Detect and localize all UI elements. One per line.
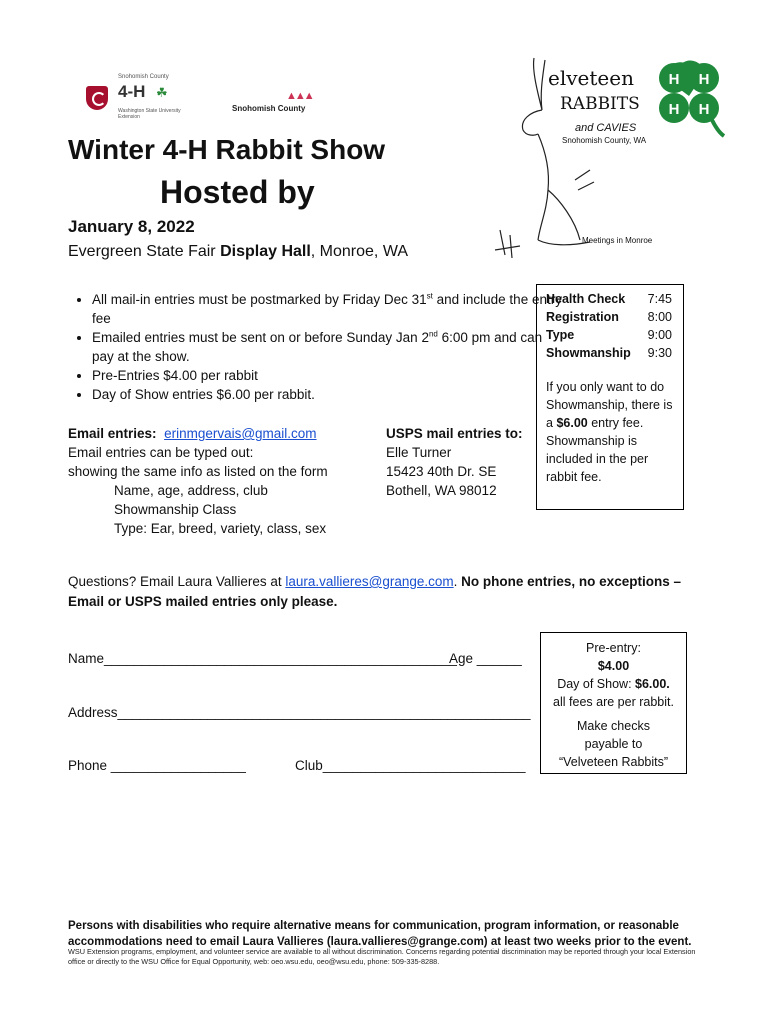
email-field-list: Name, age, address, club bbox=[114, 483, 268, 498]
snohomish-county-logo bbox=[232, 90, 318, 116]
fees-note: all fees are per rabbit. bbox=[553, 695, 674, 709]
event-venue: Evergreen State Fair Display Hall, Monroe, WA bbox=[68, 243, 408, 260]
fees-box bbox=[540, 632, 687, 774]
questions-email-link[interactable]: laura.vallieres@grange.com bbox=[285, 574, 454, 589]
usps-city: Bothell, WA 98012 bbox=[386, 483, 497, 498]
event-date: January 8, 2022 bbox=[68, 217, 195, 236]
wsu-university-text: Washington State University Extension bbox=[118, 108, 181, 120]
showmanship-note: If you only want to do Showmanship, there is a $6.00 entry fee. Showmanship is included in the per rabbit fee. bbox=[546, 380, 673, 484]
clover-icon: ☘ bbox=[156, 85, 168, 100]
wsu-shield-icon bbox=[86, 86, 108, 110]
email-entries-label: Email entries: bbox=[68, 426, 157, 441]
list-item: • All mail-in entries must be postmarked by Friday Dec 31st and include the entry fee bbox=[92, 290, 562, 328]
list-item: • Emailed entries must be sent on or before Sunday Jan 2nd 6:00 pm and can pay at the show. bbox=[92, 328, 562, 366]
phone-field[interactable]: Phone __________________ bbox=[68, 758, 246, 773]
email-entries-section bbox=[68, 424, 368, 538]
usps-name: Elle Turner bbox=[386, 445, 452, 460]
entry-rules-list bbox=[68, 290, 562, 404]
schedule-box bbox=[536, 284, 684, 510]
address-field[interactable]: Address_______________________________________________________ bbox=[68, 705, 531, 720]
day-of-show-fee: Day of Show: $6.00. bbox=[557, 677, 670, 691]
schedule-row: Showmanship 9:30 bbox=[546, 346, 672, 360]
name-field[interactable]: Name_______________________________________________ bbox=[68, 651, 457, 666]
email-field-list: Showmanship Class bbox=[114, 502, 237, 517]
schedule-row: Type 9:00 bbox=[546, 328, 672, 342]
usps-section bbox=[386, 424, 536, 500]
svg-text:H: H bbox=[698, 71, 710, 88]
wsu-county-text: Snohomish County bbox=[118, 74, 169, 80]
mountain-icon: ▲▲▲ bbox=[286, 90, 313, 102]
velveteen-logo-cavies: and CAVIES bbox=[575, 122, 637, 134]
email-instructions: showing the same info as listed on the form bbox=[68, 464, 328, 479]
wsu-4h-logo bbox=[86, 74, 206, 126]
velveteen-logo-county: Snohomish County, WA bbox=[562, 136, 647, 145]
velveteen-logo-rabbits: RABBITS bbox=[560, 94, 640, 114]
pre-entry-label: Pre-entry: bbox=[586, 641, 641, 655]
page-title-hosted: Hosted by bbox=[160, 174, 315, 210]
list-item: • Pre-Entries $4.00 per rabbit bbox=[92, 366, 562, 385]
pre-entry-value: $4.00 bbox=[597, 659, 630, 673]
accessibility-notice: Persons with disabilities who require alternative means for communication, program information, or reasonable accommodations need to email Laura Vallieres (laura.vallieres@grange.com) at least two weeks prior to the event. bbox=[68, 920, 692, 948]
page-title: Winter 4-H Rabbit Show bbox=[68, 134, 386, 165]
age-field[interactable]: Age ______ bbox=[449, 651, 522, 666]
usps-label: USPS mail entries to: bbox=[386, 426, 523, 441]
velveteen-logo-title: elveteen bbox=[548, 66, 634, 90]
svg-text:H: H bbox=[668, 101, 680, 118]
schedule-row: Health Check 7:45 bbox=[546, 292, 672, 306]
four-h-clover-icon bbox=[650, 56, 728, 140]
email-link[interactable]: erinmgervais@gmail.com bbox=[164, 426, 317, 441]
svg-text:H: H bbox=[698, 101, 710, 118]
email-instructions: Email entries can be typed out: bbox=[68, 445, 254, 460]
checks-payable: Make checks payable to “Velveteen Rabbits” bbox=[558, 719, 669, 769]
email-field-list: Type: Ear, breed, variety, class, sex bbox=[114, 521, 327, 536]
questions-paragraph: Questions? Email Laura Vallieres at laura.vallieres@grange.com. No phone entries, no exceptions – Email or USPS mailed entries only please. bbox=[68, 574, 681, 609]
schedule-row: Registration 8:00 bbox=[546, 310, 672, 324]
list-item: • Day of Show entries $6.00 per rabbit. bbox=[92, 385, 562, 404]
snohomish-logo-text: Snohomish County bbox=[232, 104, 306, 113]
equal-opportunity-notice: WSU Extension programs, employment, and volunteer service are available to all without discrimination. Concerns regarding potential discrimination may be reported through your local Extension office or directly to the WSU Office for Equal Opportunity, web: oeo.wsu.edu, oeo@wsu.edu, phone: 509-335-8288. bbox=[68, 947, 696, 966]
svg-text:H: H bbox=[668, 71, 680, 88]
club-field[interactable]: Club___________________________ bbox=[295, 758, 526, 773]
usps-street: 15423 40th Dr. SE bbox=[386, 464, 497, 479]
velveteen-logo-meetings: Meetings in Monroe bbox=[582, 236, 653, 245]
wsu-4h-text: 4-H bbox=[118, 82, 146, 101]
